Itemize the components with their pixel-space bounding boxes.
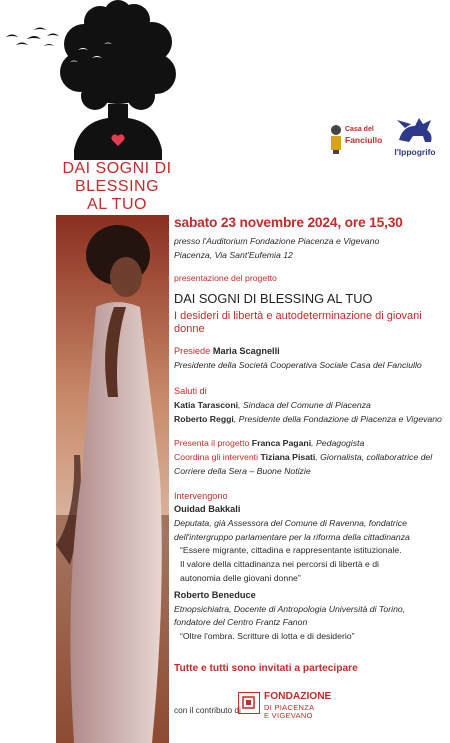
speaker-2-name: Roberto Beneduce (174, 590, 256, 600)
event-title-line-3: AL TUO (87, 196, 147, 213)
presiede-role: Presidente della Società Cooperativa Sociale Casa del Fanciullo (174, 360, 422, 370)
presenta-line (174, 438, 444, 448)
ippogrifo-logo (393, 116, 437, 162)
event-date-time: sabato 23 novembre 2024, ore 15,30 (174, 215, 403, 230)
speaker-1-name: Ouidad Bakkali (174, 504, 241, 514)
saluti-line-1 (174, 400, 444, 410)
speaker-2-role-2: fondatore del Centro Frantz Fanon (174, 617, 308, 627)
speaker-2-role-1: Etnopsichiatra, Docente di Antropologia Università di Torino, (174, 604, 406, 614)
presiede-label: Presiede (174, 346, 211, 356)
ippogrifo-logo-text: l'Ippogrifo (394, 147, 436, 157)
saluti-label: Saluti di (174, 386, 207, 396)
coordina-name: Tiziana Pisati (260, 452, 316, 462)
project-subtitle: I desideri di libertà e autodeterminazione di giovani donne (174, 310, 422, 335)
project-title: DAI SOGNI DI BLESSING AL TUO (174, 291, 373, 306)
contribution-label: con il contributo di (174, 705, 241, 715)
casa-logo-text-2: Fanciullo (345, 135, 383, 145)
event-title-line-1: DAI SOGNI DI (62, 160, 172, 177)
speaker-1-talk-1: “Essere migrante, cittadina e rappresentante istituzionale. (180, 545, 402, 555)
presentation-label: presentazione del progetto (174, 273, 277, 283)
presenta-name: Franca Pagani (251, 438, 312, 448)
speaker-2-talk: “Oltre l'ombra. Scritture di lotta e di desiderio” (180, 631, 355, 641)
coordina-label: Coordina gli interventi (174, 452, 259, 462)
speaker-1-role-2: dell'intergruppo parlamentare per la riforma della cittadinanza (174, 532, 410, 542)
fondazione-name-line-1: FONDAZIONE (264, 691, 332, 702)
casa-del-fanciullo-logo (327, 122, 383, 158)
coordina-role-2: Corriere della Sera – Buone Notizie (174, 466, 311, 476)
intervengono-label: Intervengono (174, 491, 228, 501)
fondazione-name-line-3: E VIGEVANO (264, 711, 313, 720)
fondazione-logo-icon (238, 692, 260, 714)
saluti-2-role: , Presidente della Fondazione di Piacenza e Vigevano (233, 414, 442, 424)
presiede-name: Maria Scagnelli (212, 346, 280, 356)
venue-line-2: Piacenza, Via Sant'Eufemia 12 (174, 250, 293, 260)
speaker-1-talk-3: autonomia delle giovani donne” (180, 573, 301, 583)
presenta-label: Presenta il progetto (174, 438, 250, 448)
saluti-1-role: , Sindaca del Comune di Piacenza (238, 400, 371, 410)
woman-sunset-photo (56, 215, 169, 743)
presenta-role: , Pedagogista (311, 438, 365, 448)
birds-illustration (6, 28, 59, 47)
presiede-line (174, 346, 444, 357)
woman-silhouette-illustration (0, 0, 220, 160)
venue-line-1: presso l'Auditorium Fondazione Piacenza e Vigevano (174, 236, 380, 246)
coordina-line (174, 452, 444, 462)
invitation-line: Tutte e tutti sono invitati a partecipare (174, 663, 358, 674)
speaker-1-talk-2: Il valore della cittadinanza nei percorsi di libertà e di (180, 559, 379, 569)
saluti-line-2 (174, 414, 444, 424)
event-title-line-2: BLESSING (74, 178, 160, 195)
speaker-1-role-1: Deputata, già Assessora del Comune di Ravenna, fondatrice (174, 518, 407, 528)
saluti-1-name: Katia Tarasconi (174, 400, 239, 410)
fondazione-name-line-2: DI PIACENZA (264, 703, 315, 712)
casa-logo-text-1: Casa del (345, 126, 374, 133)
saluti-2-name: Roberto Reggi (174, 414, 234, 424)
coordina-role-1: , Giornalista, collaboratrice del (315, 452, 433, 462)
